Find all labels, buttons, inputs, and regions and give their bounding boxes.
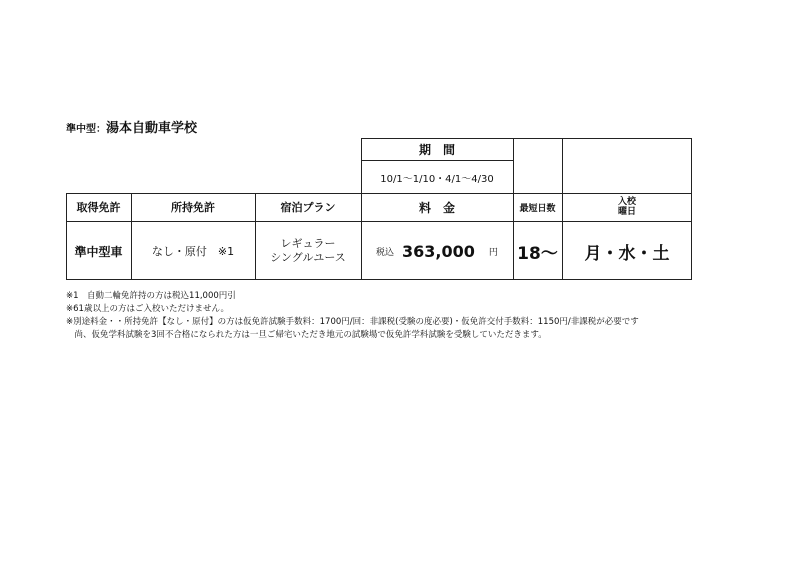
- plan-line2: シングルユース: [270, 251, 346, 264]
- notes-section: [66, 290, 639, 342]
- header-accommodation: 宿泊プラン: [280, 201, 336, 214]
- yen-label: 円: [488, 247, 498, 258]
- period-value: 10/1～1/10・4/1～4/30: [380, 173, 494, 185]
- header-fee: 料 金: [418, 200, 455, 215]
- header-enroll-line2: 曜日: [617, 207, 636, 217]
- cell-accommodation-plan: [255, 222, 361, 280]
- header-enroll-days: [562, 193, 692, 221]
- header-license-held: 所持免許: [171, 201, 215, 214]
- cell-license-obtain: 準中型車: [74, 244, 123, 259]
- plan-line1: レギュラー: [280, 237, 336, 250]
- header-license-obtain: 取得免許: [76, 201, 121, 214]
- license-type-label: 準中型：: [66, 124, 106, 135]
- school-name: 湯本自動車学校: [106, 121, 198, 136]
- header-min-days: 最短日数: [519, 203, 556, 214]
- note-line: ※61歳以上の方はご入校いただけません。: [66, 304, 229, 314]
- cell-min-days: 18～: [517, 243, 558, 264]
- cell-license-held: なし・原付 ※1: [151, 245, 235, 258]
- header-enroll-line1: 入校: [617, 197, 636, 207]
- cell-enroll-days: 月・水・土: [584, 243, 670, 264]
- period-header: 期 間: [418, 142, 455, 157]
- price-value: 363,000: [402, 241, 475, 261]
- note-line: 尚、仮免学科試験を3回不合格になられた方は一旦ご帰宅いただき地元の試験場で仮免許学科試験を受験していただきます。: [66, 330, 547, 340]
- tax-label: 税込: [376, 247, 395, 258]
- note-line: ※1 自動二輪免許持の方は税込11,000円引: [66, 291, 236, 301]
- cell-fee: [361, 222, 513, 280]
- note-line: ※別途料金・・所持免許【なし・原付】の方は仮免許試験手数料：1700円/回：非課税(受験の度必要)・仮免許交付手数料：1150円/非課税が必要です: [66, 317, 639, 327]
- document-title: [66, 117, 197, 136]
